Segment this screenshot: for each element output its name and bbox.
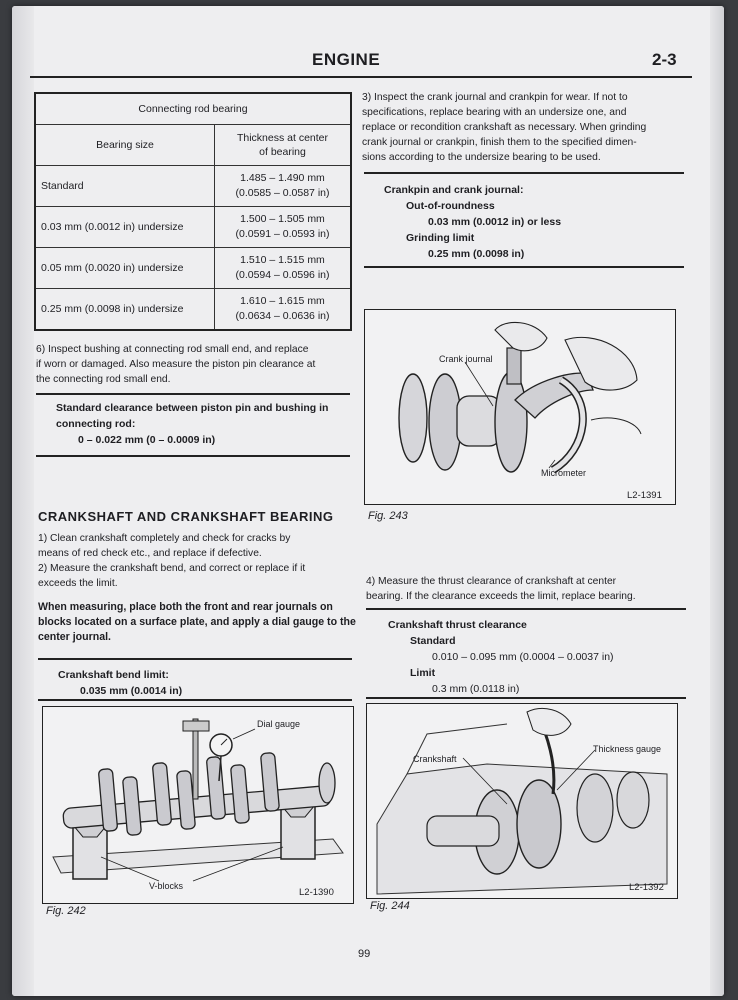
table-title: Connecting rod bearing [35, 93, 351, 125]
thickness-gauge-label: Thickness gauge [593, 744, 662, 754]
text-line: 4) Measure the thrust clearance of crankshaft at center [366, 576, 617, 587]
crankpin-spec [384, 182, 684, 262]
text-line: 6) Inspect bushing at connecting rod small end, and replace [36, 344, 309, 355]
header-section-number: 2-3 [652, 50, 677, 69]
figure-242-caption: Fig. 242 [46, 905, 86, 917]
figure-244-caption: Fig. 244 [370, 900, 410, 912]
figure-243-caption: Fig. 243 [368, 510, 408, 522]
grinding-limit-value: 0.25 mm (0.0098 in) [428, 248, 525, 260]
thickness-mm: 1.610 – 1.615 mm [240, 295, 325, 307]
micrometer-label: Micrometer [541, 468, 587, 478]
step-6-paragraph [36, 342, 356, 387]
thickness-inch: (0.0591 – 0.0593 in) [235, 228, 330, 240]
text-line: means of red check etc., and replace if defective. [38, 548, 262, 559]
spec-rule-bottom [38, 699, 352, 701]
section-heading: CRANKSHAFT AND CRANKSHAFT BEARING [38, 509, 334, 524]
text-line: 2) Measure the crankshaft bend, and correct or replace if it [38, 563, 306, 574]
text-line: replace or recondition crankshaft as necessary. When grinding [362, 122, 647, 133]
pin-clearance-label-2: connecting rod: [56, 418, 136, 430]
thrust-clearance-title: Crankshaft thrust clearance [388, 619, 527, 631]
bearing-size-cell: Standard [35, 166, 215, 207]
text-line: the connecting rod small end. [36, 374, 171, 385]
bend-limit-label: Crankshaft bend limit: [58, 669, 169, 681]
crank-journal-label: Crank journal [439, 354, 493, 364]
step-3-paragraph [362, 90, 682, 165]
text-line: 3) Inspect the crank journal and crankpin for wear. If not to [362, 92, 628, 103]
pin-clearance-spec [56, 400, 356, 448]
header-rule [30, 76, 692, 78]
thrust-limit-label: Limit [410, 667, 436, 679]
out-of-roundness-label: Out-of-roundness [406, 200, 495, 212]
thrust-clearance-illustration [367, 704, 677, 898]
v-blocks-label: V-blocks [149, 881, 184, 891]
spec-rule-bottom [364, 266, 684, 268]
header-title: ENGINE [312, 50, 381, 69]
table-row [35, 207, 351, 248]
spec-rule-top [36, 393, 350, 395]
column-header-thickness-line2: of bearing [259, 146, 306, 158]
text-line: exceeds the limit. [38, 578, 118, 589]
thickness-cell [215, 207, 352, 248]
spec-rule-bottom [36, 455, 350, 457]
crankshaft-bend-illustration [43, 707, 353, 903]
thickness-inch: (0.0585 – 0.0587 in) [235, 187, 330, 199]
page-number: 99 [358, 948, 371, 960]
crankpin-spec-title: Crankpin and crank journal: [384, 184, 524, 196]
crank-journal-micrometer-illustration [365, 310, 675, 504]
thickness-mm: 1.510 – 1.515 mm [240, 254, 325, 266]
text-line: When measuring, place both the front and rear journals on [38, 601, 333, 613]
text-line: bearing. If the clearance exceeds the limit, replace bearing. [366, 591, 636, 602]
thrust-limit-value: 0.3 mm (0.0118 in) [432, 683, 520, 695]
crankshaft-label: Crankshaft [413, 754, 457, 764]
page-stack-edge [710, 6, 724, 996]
grinding-limit-label: Grinding limit [406, 232, 475, 244]
connecting-rod-bearing-table [34, 92, 352, 331]
bend-limit-spec [58, 667, 348, 699]
table-row [35, 248, 351, 289]
column-header-thickness-line1: Thickness at center [236, 132, 329, 144]
spec-rule-top [38, 658, 352, 660]
bearing-size-cell: 0.03 mm (0.0012 in) undersize [35, 207, 215, 248]
out-of-roundness-value: 0.03 mm (0.0012 in) or less [428, 216, 562, 228]
text-line: if worn or damaged. Also measure the piston pin clearance at [36, 359, 316, 370]
thickness-cell [215, 166, 352, 207]
manual-page [12, 6, 724, 996]
column-header-thickness [215, 125, 352, 166]
text-line: crank journal or crankpin, finish them to the specified dimen- [362, 137, 637, 148]
figure-242 [42, 706, 354, 904]
thickness-mm: 1.485 – 1.490 mm [240, 172, 325, 184]
text-line: blocks located on a surface plate, and apply a dial gauge to the [38, 616, 356, 628]
spec-rule-bottom [366, 697, 686, 699]
spec-rule-top [366, 608, 686, 610]
thickness-inch: (0.0634 – 0.0636 in) [235, 310, 330, 322]
thickness-cell [215, 248, 352, 289]
bearing-size-cell: 0.25 mm (0.0098 in) undersize [35, 289, 215, 331]
thickness-mm: 1.500 – 1.505 mm [240, 213, 325, 225]
thickness-inch: (0.0594 – 0.0596 in) [235, 269, 330, 281]
text-line: center journal. [38, 631, 111, 643]
step-4-paragraph [366, 574, 686, 604]
figure-244 [366, 703, 678, 899]
spec-rule-top [364, 172, 684, 174]
bend-limit-value: 0.035 mm (0.0014 in) [80, 685, 183, 697]
thrust-standard-label: Standard [410, 635, 456, 647]
crankshaft-steps [38, 531, 358, 591]
text-line: 1) Clean crankshaft completely and check for cracks by [38, 533, 291, 544]
table-row [35, 166, 351, 207]
figure-code: L2-1391 [627, 490, 662, 501]
bearing-size-cell: 0.05 mm (0.0020 in) undersize [35, 248, 215, 289]
dial-gauge-label: Dial gauge [257, 719, 301, 729]
binding-edge [12, 6, 34, 996]
pin-clearance-value: 0 – 0.022 mm (0 – 0.0009 in) [78, 434, 216, 446]
figure-code: L2-1390 [299, 887, 334, 898]
thrust-standard-value: 0.010 – 0.095 mm (0.0004 – 0.0037 in) [432, 651, 614, 663]
table-row [35, 289, 351, 331]
figure-243 [364, 309, 676, 505]
pin-clearance-label-1: Standard clearance between piston pin and bushing in [56, 402, 329, 414]
measuring-instruction [38, 600, 358, 645]
thrust-clearance-spec [388, 617, 688, 697]
text-line: sions according to the undersize bearing to be used. [362, 152, 601, 163]
thickness-cell [215, 289, 352, 331]
column-header-size: Bearing size [35, 125, 215, 166]
text-line: specifications, replace bearing with an undersize one, and [362, 107, 627, 118]
figure-code: L2-1392 [629, 882, 664, 893]
